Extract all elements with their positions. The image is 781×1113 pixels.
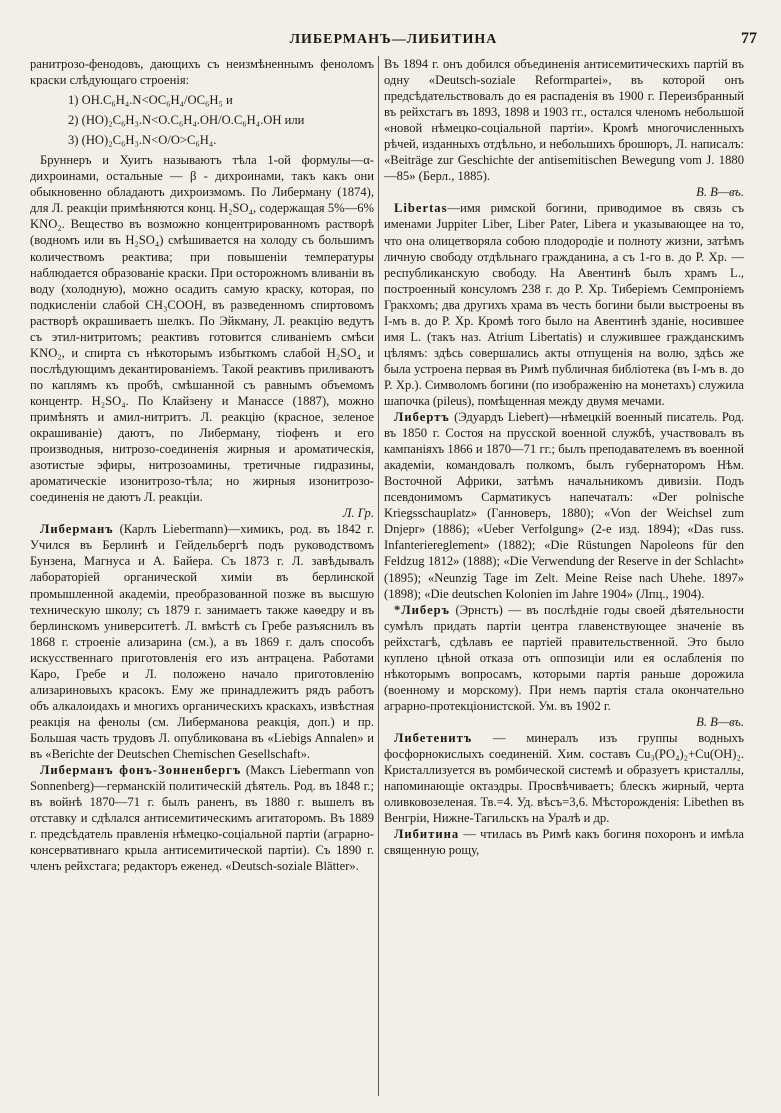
author-signature: В. В—въ. xyxy=(696,714,744,729)
entry-headword: Либитина xyxy=(394,827,460,842)
entry-headword: Libertas xyxy=(394,201,448,216)
right-column xyxy=(384,56,744,858)
entry-headword: *Либеръ xyxy=(394,602,451,617)
left-column xyxy=(30,56,374,874)
page-header xyxy=(30,30,757,52)
entry-text: (Максъ Liebermann von Sonnenberg)—германскій политическій дѣятель. Род. въ 1848 г.; въ войнѣ 1870—71 г. былъ раненъ, въ 1880 г. вышелъ въ отставку и сдѣлался антисемитическимъ агитаторомъ. Въ 1889 г. предсѣдатель правленія нѣмецко-соціальной партіи (аграрно-консервативнаго крыла антисемитической партіи). Съ 1890 г. членъ рейхстага; редакторъ еженед. «Deutsch-soziale Blätter». xyxy=(30,763,374,874)
entry-liberman-karl xyxy=(30,521,374,762)
author-signature: Л. Гр. xyxy=(342,506,374,521)
page-number: 77 xyxy=(741,30,757,47)
entry-text: — минералъ изъ группы водныхъ фосфорнокислыхъ соединеній. Хим. составъ Cu₃(PO₄)₂+Cu(OH)₂. Кристаллизуется въ ромбической системѣ и образуетъ кристаллы, напоминающіе октаэдры. Просвѣчиваетъ; блескъ жирный, черта оливковозеленая. Тв.=4. Уд. вѣсъ=3,6. Мѣсторожденія: Libethen въ Венгріи, Нижне-Тагильскъ на Уралѣ и др. xyxy=(384,730,744,826)
entry-text: (Эдуардъ Liebert)—нѣмецкій военный писатель. Род. въ 1850 г. Состоя на прусской военной службѣ, участвовалъ въ кампаніяхъ 1866 и 1870—71 гг.; былъ преподавателемъ въ военной академіи, командовалъ полкомъ, былъ губернаторомъ Нѣм. Восточной Африки, затѣмъ начальникомъ дивизіи. Подъ псевдонимомъ Сарматикусъ напечаталъ: «Der polnische Kriegsschauplatz» (Ганноверъ, 1880); «Von der Weichsel zum Dnjepr» (1886); «Ueber Verfolgung» (2-е изд. 1894); «Das russ. Infanteriereglement» (1882); «Die Rüstungen Napoleons für den Feldzug 1812» (1888); «Die Verwendung der Reserve in der Schlacht» (1895); «Neunzig Tage im Zelt. Meine Reise nach Uhehe. 1897» (1898); «Die deutschen Kolonien im Jahre 1904» (Лпц., 1904). xyxy=(384,410,744,601)
column-divider xyxy=(378,56,379,1096)
entry-headword: Либетенитъ xyxy=(394,730,473,745)
formula-3: 3) (HO)₂C₆H₃.N<O/O>C₆H₄. xyxy=(68,133,217,148)
entry-libertas xyxy=(384,200,744,409)
running-title: ЛИБЕРМАНЪ—ЛИБИТИНА xyxy=(289,32,498,47)
entry-headword: Либерманъ фонъ-Зонненбергъ xyxy=(40,763,242,778)
entry-headword: Либертъ xyxy=(394,410,450,425)
entry-libert xyxy=(384,409,744,602)
entry-liber xyxy=(384,602,744,714)
paragraph: ранитрозо-фенодовъ, дающихъ съ неизмѣненнымъ фенoломъ краски слѣдующаго строенія: xyxy=(30,57,374,88)
entry-text: (Эрнстъ) — въ послѣдніе годы своей дѣятельности сумѣлъ придать партіи центра главенствующее значеніе въ рейхстагѣ, сдѣлавъ ее партіей правительственной. Это было куплено цѣной отказа отъ оппозиціи или ея ослабленія по нѣкоторымъ вопросамъ, которыми партія раньше дорожила (военному и морскому). При немъ партія стала окончательно аграрно-протекціонистской. Ум. въ 1902 г. xyxy=(384,602,744,713)
entry-text: — чтилась въ Римѣ какъ богиня похоронъ и имѣла священную рощу, xyxy=(384,827,744,858)
paragraph: Бруннеръ и Хуитъ называютъ тѣла 1-ой формулы—α-дихроинами, остальные — β - дихроинами, такъ какъ они обыкновенно обладаютъ дихроизмомъ. По Либерману (1874), для Л. реакціи примѣняются конц. H₂SO₄, содержащая 5%—6% KNO₂. Вещество въ возможно концентрированномъ растворѣ (водномъ или въ H₂SO₄) смѣшивается на холоду съ большимъ количествомъ реактива; при повышеніи температуры наблюдается образованіе краски. При осторожномъ вливаніи въ воду (холодную), можно осадить самую краску, которая, по подкисленіи слабой CH₃COOH, въ разведенномъ спиртовомъ растворѣ окрашиваетъ шелкъ. По Эйкману, Л. реакцію ведутъ съ этил-нитритомъ; реактивъ готовится сливаніемъ смѣси KNO₂, и спирта съ нѣкоторымъ избыткомъ слабой H₂SO₄ и послѣдующимъ декантированіемъ. Такой реактивъ приливаютъ по каплямъ къ пробѣ, смѣшанной съ равнымъ объемомъ концентр. H₂SO₄. По Клайзену и Манассе (1887), можно примѣнять и амил-нитритъ. Л. реакцію (красное, зеленое окрашиваніе) даютъ, по Либерману, тіофенъ и его производныя, нитрозо-соединенія жирныя и ароматическія, азотистые эфиры, нитрозоамины, третичные гидразины, ароматическіе изонитрозо-тѣла; но жирныя изонитрозо-соединенія не даютъ Л. реакціи. xyxy=(30,153,374,505)
entry-text: —имя римской богини, приводимое въ связь съ именами Juppiter Liber, Liber Pater, Libera и указывающее на то, что она олицетворяла собою плодородіе и полноту жизни, затѣмъ личную свободу отдѣльнаго гражданина, а съ 1-го в. до Р. Хр. — республиканскую свободу. На Авентинѣ былъ храмъ L., построенный консуломъ 238 г. до Р. Хр. Тиберіемъ Семпроніемъ Гракхомъ; два другихъ храма въ честь богини были выстроены въ I-мъ в. до Р. Хр. Кромѣ того было на Авентинѣ зданіе, носившее имя L. (такъ наз. Atrium Libertatis) и служившее гражданскимъ цѣлямъ: здѣсь совершались акты отпущенія на волю, здѣсь же была устроена первая въ Римѣ публичная библіотека (въ I-мъ в. до Р. Хр.). Символомъ богини (по изображенію на монетахъ) служила шапочка (pileus), помѣщенная между двумя мечами. xyxy=(384,201,744,408)
formula-1: 1) OH.C₆H₄.N<OC₆H₄/OC₆H₅ и xyxy=(68,93,233,108)
author-signature: В. В—въ. xyxy=(696,185,744,200)
entry-text: (Карлъ Liebermann)—химикъ, род. въ 1842 г. Учился въ Берлинѣ и Гейдельбергѣ подъ руководствомъ Бунзена, Магнуса и А. Байера. Съ 1873 г. Л. завѣдывалъ лабораторіей органической химіи въ берлинской промышленной академіи, преобразованной позже въ высшую техническую школу; съ 1879 г. занимаетъ также каѳедру и въ берлинскомъ университетѣ. Л. вмѣстѣ съ Гребе разъяснилъ въ 1868 г. строеніе ализарина (см.), а въ 1869 г. далъ способъ искусственнаго приготовленія его изъ антрацена. Работами Каро, Гребе и Л. положено начало приготовленію ализариновыхъ красокъ. Ему же принадлежитъ рядъ работъ объ алкалоидахъ и многихъ органическихъ краскахъ, извѣстная реакція на фенолы (см. Либермановa реакція, доп.) и пр. Большая часть трудовъ Л. опубликована въ «Liebigs Annalen» и въ «Berichte der Deutschen Chemischen Gesellschaft». xyxy=(30,522,374,761)
entry-liberman-sonnenberg xyxy=(30,762,374,874)
entry-libethenite xyxy=(384,730,744,826)
formula-2: 2) (HO)₂C₆H₃.N<O.C₆H₄.OH/O.C₆H₄.OH или xyxy=(68,113,305,128)
entry-headword: Либерманъ xyxy=(40,522,114,537)
entry-libitina xyxy=(384,826,744,858)
paragraph: Въ 1894 г. онъ добился объединенія антисемитическихъ партій въ одну «Deutsch-soziale Reformpartei», въ которой онъ предсѣдательствовалъ до ея распаденія въ 1900 г. Переизбранный въ рейхстагъ въ 1893, 1898 и 1903 гг., остался членомъ небольшой «новой нѣмецко-соціальной партіи». Кромѣ многочисленныхъ рѣчей, изданныхъ отдѣльно, и небольшихъ брошюръ, Л. написалъ: «Beiträge zur Geschichte der antisemitischen Bewegung vom J. 1880—85» (Берл., 1885). xyxy=(384,57,744,184)
